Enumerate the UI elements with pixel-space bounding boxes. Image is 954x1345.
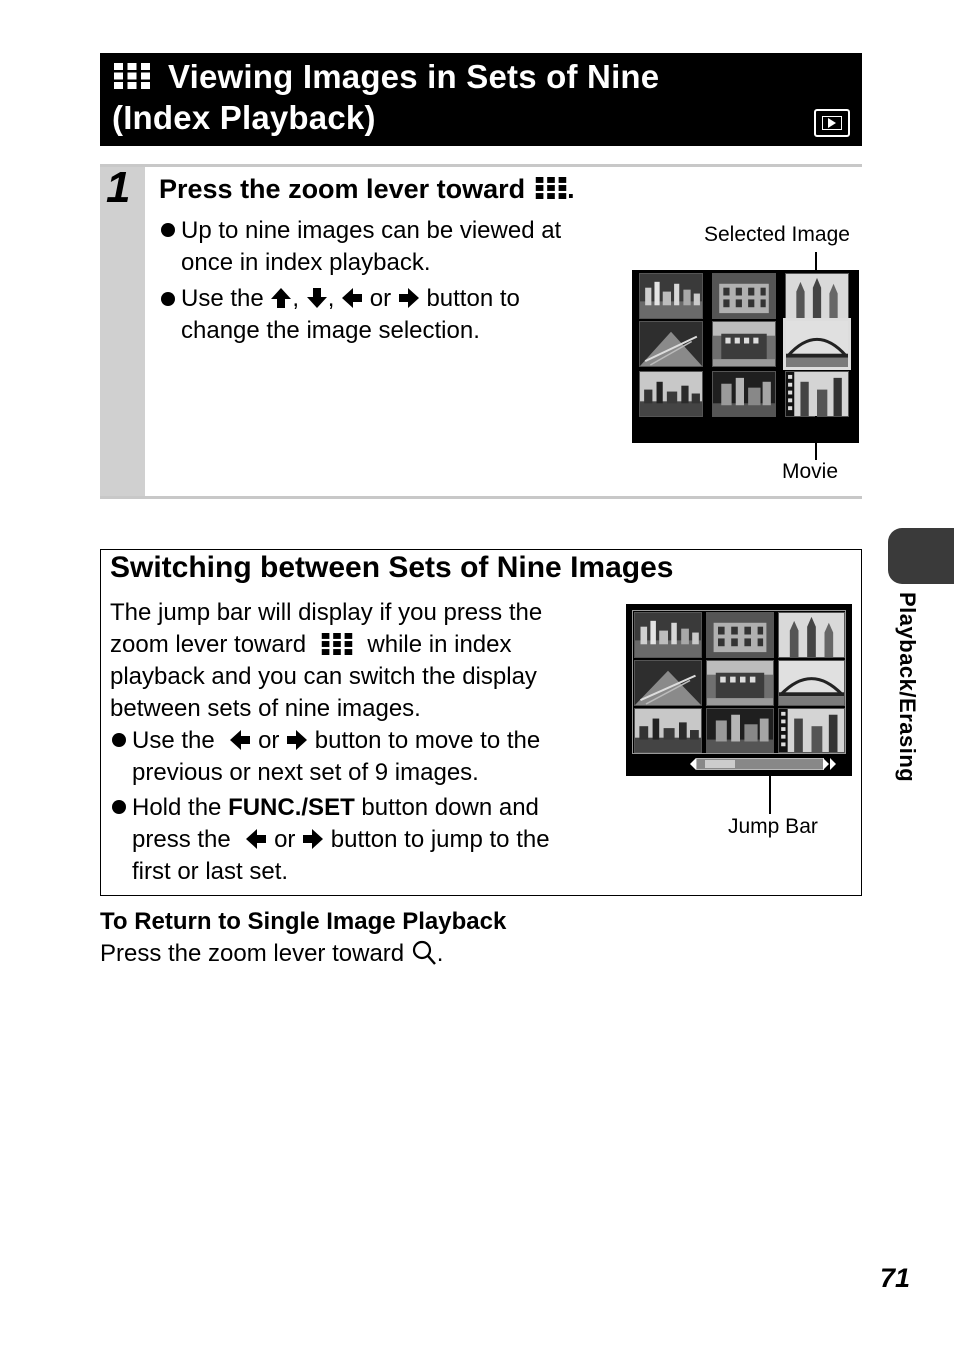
- thumbnail: [634, 612, 702, 658]
- bullet-dot: [112, 733, 126, 747]
- leader-line: [815, 416, 817, 460]
- index-thumbnail-grid: [632, 270, 859, 443]
- thumbnail: [778, 660, 845, 706]
- movie-thumbnail: [778, 708, 845, 753]
- thumbnail: [712, 321, 776, 367]
- left-arrow-icon: [341, 287, 363, 309]
- thumbnail: [706, 612, 774, 658]
- jump-bar-screen: [626, 604, 852, 776]
- movie-label: Movie: [782, 460, 839, 483]
- bullet-dot: [161, 223, 175, 237]
- down-arrow-icon: [306, 287, 328, 309]
- jump-last-icon: [822, 757, 838, 771]
- left-arrow-icon: [245, 828, 267, 850]
- index-grid-icon: [321, 633, 353, 655]
- page-title-subtitle: (Index Playback): [112, 99, 376, 136]
- step-bullet-2: Use the , , or button to change the image selection.: [181, 285, 520, 344]
- playback-mode-icon: [814, 109, 850, 137]
- leader-line: [769, 770, 771, 814]
- thumbnail: [706, 660, 774, 706]
- right-arrow-icon: [398, 287, 420, 309]
- right-arrow-icon: [302, 828, 324, 850]
- selected-thumbnail: [783, 318, 851, 370]
- thumbnail: [785, 273, 849, 319]
- thumbnail: [706, 708, 774, 753]
- bullet-dot: [112, 800, 126, 814]
- chapter-tab-label: Playback/Erasing: [895, 592, 920, 783]
- index-thumbnail-grid: [632, 610, 846, 754]
- right-arrow-icon: [286, 729, 308, 751]
- thumbnail: [778, 612, 845, 658]
- jump-bar: [696, 758, 824, 770]
- title-bar: [100, 53, 862, 146]
- up-arrow-icon: [270, 287, 292, 309]
- index-grid-icon: [114, 63, 150, 89]
- thumbnail: [639, 273, 703, 319]
- index-grid-icon: [535, 177, 567, 199]
- section-bullet-2: Hold the FUNC./SET button down and press the or button to jump to the first or last set.: [132, 794, 550, 885]
- movie-thumbnail: [785, 371, 849, 417]
- thumbnail: [634, 708, 702, 753]
- section-paragraph: The jump bar will display if you press the zoom lever toward while in index playback and you can switch the display between sets of nine images.: [110, 599, 543, 722]
- bullet-dot: [161, 292, 175, 306]
- chapter-tab: [888, 528, 954, 584]
- return-heading: To Return to Single Image Playback: [100, 908, 507, 935]
- step-number: 1: [106, 163, 131, 212]
- jump-bar-position: [705, 760, 735, 768]
- thumbnail: [639, 321, 703, 367]
- step-number-column: [100, 167, 145, 496]
- section-bullet-1: Use the or button to move to the previous or next set of 9 images.: [132, 727, 541, 786]
- thumbnail: [712, 273, 776, 319]
- page-number: 71: [880, 1263, 911, 1293]
- thumbnail: [634, 660, 702, 706]
- thumbnail: [712, 371, 776, 417]
- step-bullet-1: Up to nine images can be viewed at once in index playback.: [181, 217, 562, 276]
- magnify-icon: [411, 939, 437, 967]
- section-title: Switching between Sets of Nine Images: [110, 551, 674, 584]
- selected-image-label: Selected Image: [704, 223, 850, 246]
- return-text: Press the zoom lever toward .: [100, 940, 444, 967]
- step-heading: Press the zoom lever toward .: [159, 174, 575, 204]
- left-arrow-icon: [229, 729, 251, 751]
- thumbnail: [639, 371, 703, 417]
- jump-bar-label: Jump Bar: [728, 815, 818, 838]
- page-title: Viewing Images in Sets of Nine: [114, 58, 659, 96]
